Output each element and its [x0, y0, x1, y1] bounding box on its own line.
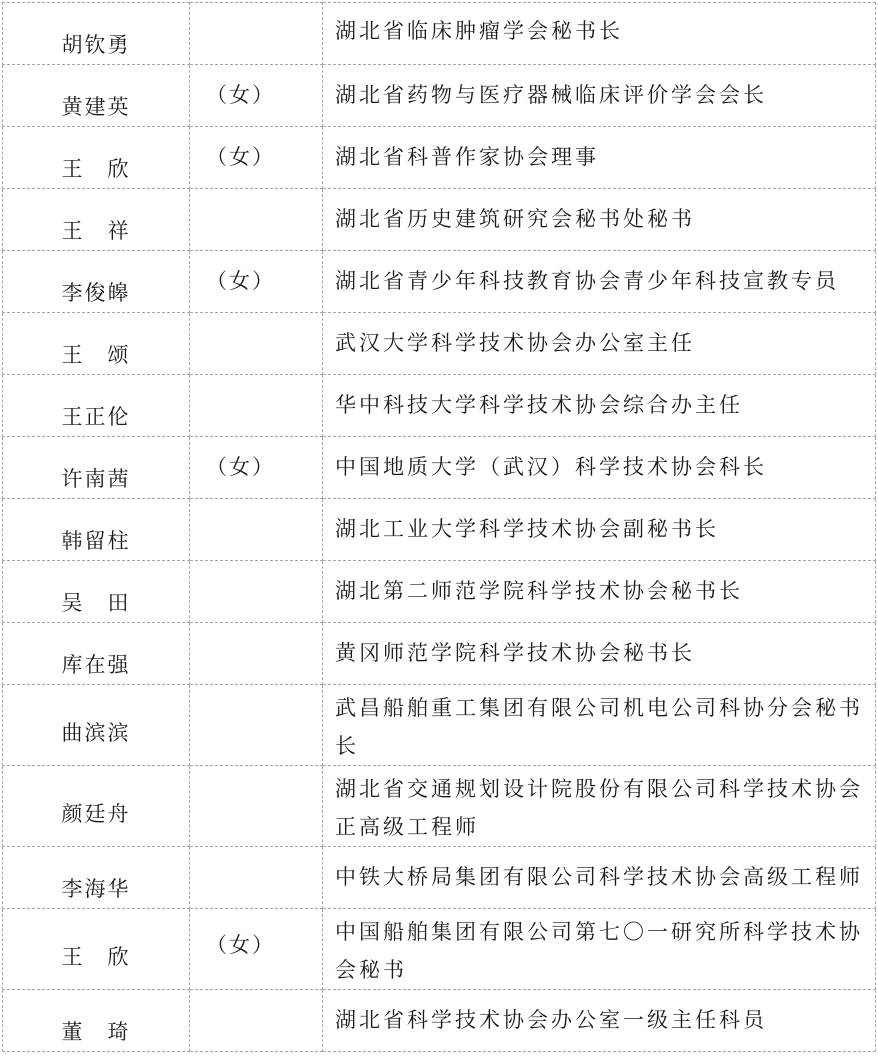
gender-cell [190, 909, 323, 990]
member-gender: （女） [206, 83, 275, 107]
member-name: 黄建英 [61, 95, 131, 119]
member-name: 王 颂 [61, 343, 131, 367]
member-gender [190, 313, 322, 325]
name-cell [3, 990, 190, 1052]
name-cell [3, 3, 190, 65]
table-row [3, 766, 876, 847]
title-cell [323, 127, 876, 189]
gender-cell [190, 623, 323, 685]
table-row [3, 990, 876, 1052]
name-cell [3, 847, 190, 909]
name-cell [3, 685, 190, 766]
member-name: 王 欣 [61, 157, 131, 181]
title-cell [323, 685, 876, 766]
member-name: 韩留柱 [61, 529, 131, 553]
member-gender: （女） [206, 933, 275, 957]
name-cell [3, 499, 190, 561]
title-cell [323, 499, 876, 561]
gender-cell [190, 313, 323, 375]
title-cell [323, 313, 876, 375]
name-cell [3, 127, 190, 189]
member-gender [190, 499, 322, 511]
member-title: 湖北省临床肿瘤学会秘书长 [335, 19, 623, 43]
table-row [3, 251, 876, 313]
gender-cell [190, 990, 323, 1052]
member-title: 黄冈师范学院科学技术协会秘书长 [335, 641, 695, 665]
member-name: 王 祥 [61, 219, 131, 243]
table-row [3, 189, 876, 251]
member-gender [190, 990, 322, 1002]
title-cell [323, 561, 876, 623]
title-cell [323, 847, 876, 909]
member-name: 许南茜 [61, 467, 131, 491]
member-title: 湖北省青少年科技教育协会青少年科技宣教专员 [335, 269, 839, 293]
member-name: 曲滨滨 [61, 721, 131, 745]
member-title: 武汉大学科学技术协会办公室主任 [335, 331, 695, 355]
member-gender: （女） [206, 145, 275, 169]
name-cell [3, 313, 190, 375]
member-title: 中国地质大学（武汉）科学技术协会科长 [335, 455, 767, 479]
title-cell [323, 3, 876, 65]
table-row [3, 499, 876, 561]
member-title: 湖北工业大学科学技术协会副秘书长 [335, 517, 719, 541]
member-gender [190, 375, 322, 387]
title-cell [323, 65, 876, 127]
name-cell [3, 437, 190, 499]
table-row [3, 847, 876, 909]
table-row [3, 685, 876, 766]
table-row [3, 437, 876, 499]
member-name: 吴 田 [61, 591, 131, 615]
title-cell [323, 189, 876, 251]
table-row [3, 3, 876, 65]
gender-cell [190, 189, 323, 251]
member-title: 湖北省科学技术协会办公室一级主任科员 [335, 1008, 767, 1032]
title-cell [323, 623, 876, 685]
gender-cell [190, 561, 323, 623]
table-row [3, 127, 876, 189]
member-gender: （女） [206, 455, 275, 479]
member-name: 李海华 [61, 877, 131, 901]
table-row [3, 623, 876, 685]
gender-cell [190, 251, 323, 313]
title-cell [323, 251, 876, 313]
member-gender [190, 766, 322, 784]
member-table [2, 2, 876, 1052]
name-cell [3, 909, 190, 990]
gender-cell [190, 766, 323, 847]
member-name: 李俊皞 [61, 281, 131, 305]
name-cell [3, 189, 190, 251]
member-title: 武昌船舶重工集团有限公司机电公司科协分会秘书长 [335, 696, 863, 758]
member-name: 颜廷舟 [61, 802, 131, 826]
member-name: 库在强 [61, 653, 131, 677]
title-cell [323, 375, 876, 437]
member-title: 湖北省交通规划设计院股份有限公司科学技术协会正高级工程师 [335, 777, 863, 839]
member-gender: （女） [206, 269, 275, 293]
name-cell [3, 65, 190, 127]
member-name: 王 欣 [61, 945, 131, 969]
title-cell [323, 990, 876, 1052]
member-title: 湖北第二师范学院科学技术协会秘书长 [335, 579, 743, 603]
name-cell [3, 375, 190, 437]
gender-cell [190, 3, 323, 65]
name-cell [3, 766, 190, 847]
table-row [3, 65, 876, 127]
member-gender [190, 685, 322, 703]
title-cell [323, 766, 876, 847]
gender-cell [190, 65, 323, 127]
member-title: 湖北省科普作家协会理事 [335, 145, 599, 169]
table-row [3, 909, 876, 990]
member-gender [190, 189, 322, 201]
member-title: 中铁大桥局集团有限公司科学技术协会高级工程师 [335, 865, 863, 889]
table-row [3, 561, 876, 623]
gender-cell [190, 685, 323, 766]
gender-cell [190, 437, 323, 499]
title-cell [323, 437, 876, 499]
member-name: 胡钦勇 [61, 33, 131, 57]
member-title: 华中科技大学科学技术协会综合办主任 [335, 393, 743, 417]
gender-cell [190, 499, 323, 561]
name-cell [3, 561, 190, 623]
member-gender [190, 561, 322, 573]
member-name: 王正伦 [61, 405, 131, 429]
member-gender [190, 3, 322, 15]
gender-cell [190, 847, 323, 909]
member-gender [190, 623, 322, 635]
member-title: 湖北省药物与医疗器械临床评价学会会长 [335, 83, 767, 107]
member-title: 湖北省历史建筑研究会秘书处秘书 [335, 207, 695, 231]
member-name: 董 琦 [61, 1020, 131, 1044]
member-title: 中国船舶集团有限公司第七〇一研究所科学技术协会秘书 [335, 920, 863, 982]
table-row [3, 375, 876, 437]
name-cell [3, 623, 190, 685]
title-cell [323, 909, 876, 990]
gender-cell [190, 375, 323, 437]
name-cell [3, 251, 190, 313]
member-gender [190, 847, 322, 859]
table-row [3, 313, 876, 375]
gender-cell [190, 127, 323, 189]
